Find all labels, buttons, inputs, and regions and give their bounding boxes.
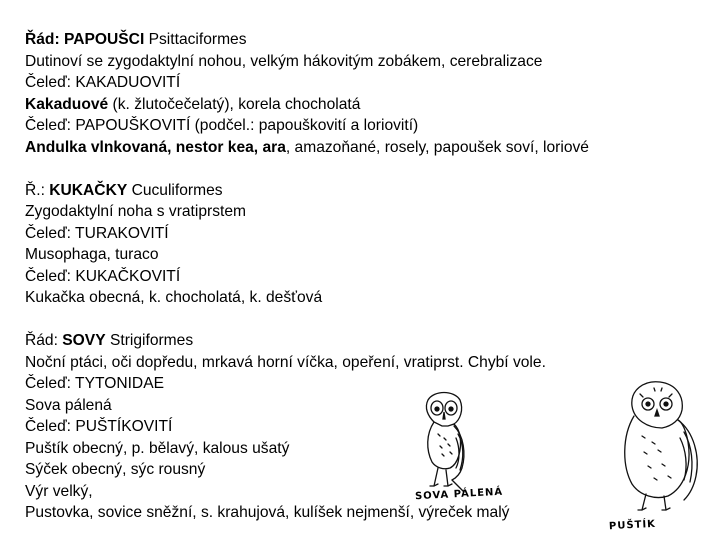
text-span: Sýček obecný, sýc rousný xyxy=(25,461,206,478)
blank-line xyxy=(25,158,589,180)
text-span: Dutinoví se zygodaktylní nohou, velkým hákovitým zobákem, cerebralizace xyxy=(25,52,543,70)
bold-text: PAPOUŠCI xyxy=(63,31,145,48)
text-line xyxy=(25,115,589,137)
text-span: Čeleď: PAPOUŠKOVITÍ (podčel.: papouškovití a loriovití) xyxy=(25,117,419,134)
text-line xyxy=(25,201,589,223)
text-span: Čeleď: KUKAČKOVITÍ xyxy=(25,267,181,285)
text-span: Pustovka, sovice sněžní, s. krahujová, kulíšek nejmenší, výreček malý xyxy=(25,504,510,521)
text-line xyxy=(25,244,589,266)
text-span: Čeleď: PUŠTÍKOVITÍ xyxy=(25,418,173,435)
tawny-owl-illustration xyxy=(606,376,716,521)
text-span: Výr velký, xyxy=(25,482,93,500)
text-span: Řád: xyxy=(25,332,63,349)
barn-owl-caption: SOVA PÁLENÁ xyxy=(414,486,504,503)
text-line xyxy=(25,29,589,51)
text-span: (k. žlutočečelatý), korela chocholatá xyxy=(108,95,361,113)
text-line xyxy=(25,137,589,159)
text-span: Puštík obecný, p. bělavý, kalous ušatý xyxy=(25,439,290,457)
blank-line xyxy=(25,309,589,331)
text-span: Strigiformes xyxy=(105,332,194,349)
text-line xyxy=(25,352,589,374)
bold-text: SOVY xyxy=(62,332,106,349)
bold-text: KUKAČKY xyxy=(49,181,128,199)
text-line xyxy=(25,72,589,94)
text-line xyxy=(25,94,589,116)
tawny-owl-drawing-icon xyxy=(606,376,716,521)
text-line xyxy=(25,266,589,288)
text-line xyxy=(25,287,589,309)
text-span: Musophaga, turaco xyxy=(25,246,159,263)
text-line xyxy=(25,330,589,352)
bold-text: Andulka vlnkovaná, nestor kea, ara xyxy=(25,138,286,156)
bold-text: Kakaduové xyxy=(25,95,109,113)
text-span: Čeleď: TYTONIDAE xyxy=(25,375,164,392)
text-span: Čeleď: TURAKOVITÍ xyxy=(25,224,169,242)
tawny-owl-caption: PUŠTÍK xyxy=(608,518,657,533)
text-span: , amazoňané, rosely, papoušek soví, loriové xyxy=(285,138,589,156)
text-line xyxy=(25,223,589,245)
text-span: Kukačka obecná, k. chocholatá, k. dešťová xyxy=(25,289,323,306)
text-span: Zygodaktylní noha s vratiprstem xyxy=(25,203,247,220)
text-span: Čeleď: KAKADUOVITÍ xyxy=(25,74,181,91)
text-line xyxy=(25,180,589,202)
bold-text: Řád: xyxy=(25,31,64,48)
text-span: Cuculiformes xyxy=(127,181,223,199)
text-span: Psittaciformes xyxy=(144,31,247,48)
text-span: Noční ptáci, oči dopředu, mrkavá horní víčka, opeření, vratiprst. Chybí vole. xyxy=(25,353,546,371)
text-span: Sova pálená xyxy=(25,396,112,414)
text-line xyxy=(25,51,589,73)
text-span: Ř.: xyxy=(25,181,50,199)
